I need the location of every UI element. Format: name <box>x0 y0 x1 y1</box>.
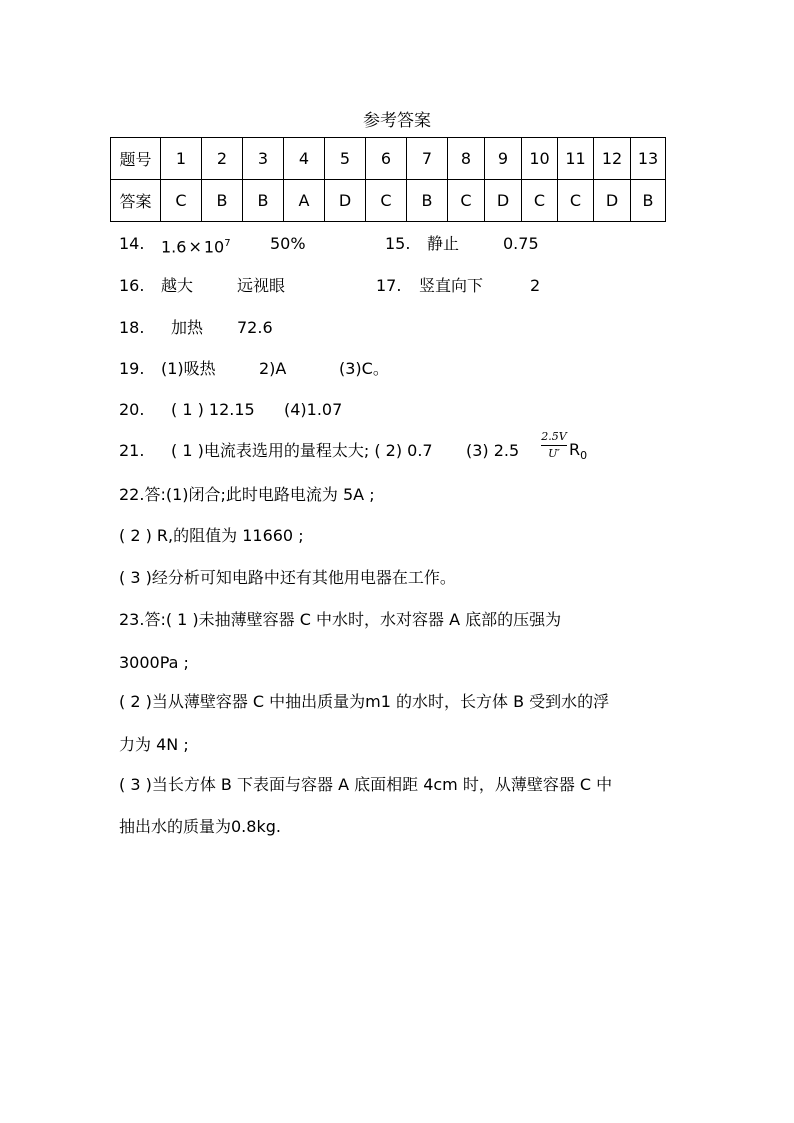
answer-22-line-2: ( 2 ) R,的阻值为 11660 ; <box>119 526 304 545</box>
row-label-number: 题号 <box>111 138 161 180</box>
exponent-base: 10 <box>203 237 225 257</box>
table-cell: 13 <box>631 138 666 180</box>
question-number: 17. <box>376 276 402 295</box>
question-number: 18. <box>119 318 145 337</box>
table-cell: 11 <box>558 138 594 180</box>
page-title: 参考答案 <box>363 111 431 131</box>
resistor-symbol <box>569 440 587 466</box>
answer-23-line-5: ( 3 )当长方体 B 下表面与容器 A 底面相距 4cm 时，从薄壁容器 C 中 <box>119 775 613 794</box>
answer-23-line-1: 23.答:( 1 )未抽薄壁容器 C 中水时，水对容器 A 底部的压强为 <box>119 610 562 629</box>
resistor-letter: R <box>569 440 581 459</box>
table-cell: 4 <box>284 138 325 180</box>
question-number: 15. <box>385 234 411 253</box>
table-cell: C <box>448 180 485 222</box>
mantissa: 1.6 <box>161 237 187 257</box>
answer-value: (1)吸热 <box>161 359 216 378</box>
table-cell: B <box>202 180 243 222</box>
fraction-expression <box>541 430 567 461</box>
answer-22-line-1: 22.答:(1)闭合;此时电路电流为 5A ; <box>119 485 375 504</box>
answer-value: 0.75 <box>503 234 539 253</box>
question-number: 20. <box>119 400 145 419</box>
answer-value: ( 1 )电流表选用的量程太大; ( 2) 0.7 <box>171 441 433 460</box>
table-cell: 1 <box>161 138 202 180</box>
table-cell: B <box>243 180 284 222</box>
table-cell: D <box>485 180 522 222</box>
answer-value <box>161 232 231 259</box>
resistor-subscript: 0 <box>580 449 588 463</box>
table-cell: 6 <box>366 138 407 180</box>
answer-value: 静止 <box>427 234 460 253</box>
answer-value: 加热 <box>171 318 204 337</box>
answer-value: 50% <box>270 234 306 253</box>
table-cell: 12 <box>594 138 631 180</box>
exponent: 7 <box>224 238 231 249</box>
answer-value: 竖直向下 <box>419 276 484 295</box>
answer-table <box>110 137 666 222</box>
table-cell: B <box>407 180 448 222</box>
question-number: 21. <box>119 441 145 460</box>
answer-22-line-3: ( 3 )经分析可知电路中还有其他用电器在工作。 <box>119 568 456 587</box>
answer-value: 2)A <box>259 359 287 378</box>
row-label-answer: 答案 <box>111 180 161 222</box>
answer-value: (3) 2.5 <box>466 441 520 460</box>
answer-value: 远视眼 <box>237 276 286 295</box>
table-cell: 9 <box>485 138 522 180</box>
table-cell: 2 <box>202 138 243 180</box>
table-cell: C <box>522 180 558 222</box>
table-cell: D <box>325 180 366 222</box>
question-number: 19. <box>119 359 145 378</box>
answer-value: 2 <box>530 276 541 295</box>
table-cell: 8 <box>448 138 485 180</box>
answer-23-line-3: ( 2 )当从薄壁容器 C 中抽出质量为m1 的水时，长方体 B 受到水的浮 <box>119 692 610 711</box>
table-cell: 10 <box>522 138 558 180</box>
times-sign: × <box>188 237 202 257</box>
answer-value: (4)1.07 <box>284 400 343 419</box>
table-row-answers <box>111 180 666 222</box>
table-cell: A <box>284 180 325 222</box>
table-row-numbers <box>111 138 666 180</box>
table-cell: B <box>631 180 666 222</box>
table-cell: C <box>161 180 202 222</box>
table-cell: D <box>594 180 631 222</box>
table-cell: C <box>558 180 594 222</box>
table-cell: 3 <box>243 138 284 180</box>
answer-value: (3)C。 <box>339 359 389 378</box>
answer-value: ( 1 ) 12.15 <box>171 400 255 419</box>
question-number: 14. <box>119 234 145 253</box>
fraction-denominator: U′ <box>548 447 560 460</box>
answer-23-line-6: 抽出水的质量为0.8kg. <box>119 817 281 836</box>
answer-value: 72.6 <box>237 318 273 337</box>
table-cell: 5 <box>325 138 366 180</box>
fraction-numerator: 2.5V <box>541 430 567 446</box>
answer-23-line-2: 3000Pa ; <box>119 653 189 672</box>
table-cell: C <box>366 180 407 222</box>
answer-value: 越大 <box>161 276 194 295</box>
question-number: 16. <box>119 276 145 295</box>
answer-23-line-4: 力为 4N ; <box>119 735 189 754</box>
table-cell: 7 <box>407 138 448 180</box>
